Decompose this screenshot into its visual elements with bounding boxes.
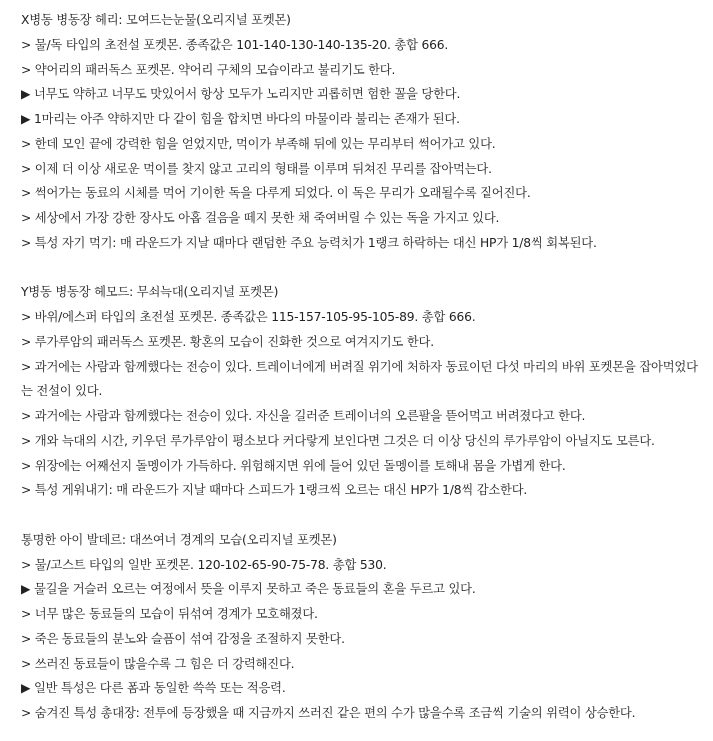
text-line: > 과거에는 사람과 함께했다는 전승이 있다. 트레이너에게 버려질 위기에 처하자 동료이던 다섯 마리의 바위 포켓몬을 잡아먹었다는 전설이 있다.: [21, 359, 698, 399]
text-line: > 물/고스트 타입의 일반 포켓몬. 120-102-65-90-75-78. 총합 530.: [21, 557, 387, 572]
text-line: ▶ 일반 특성은 다른 폼과 동일한 쓱쓱 또는 적응력.: [21, 681, 286, 696]
blank-line: [21, 256, 709, 281]
text-line: ▶ 너무도 약하고 너무도 맛있어서 항상 모두가 노리지만 괴롭히면 험한 꼴을 당한다.: [21, 87, 461, 102]
text-line: > 이제 더 이상 새로운 먹이를 찾지 않고 고리의 형태를 이루며 뒤쳐진 무리를 잡아먹는다.: [21, 161, 492, 176]
text-line: > 물/독 타입의 초전설 포켓몬. 종족값은 101-140-130-140-135-20. 총합 666.: [21, 37, 449, 52]
text-line: > 약어리의 패러독스 포켓몬. 약어리 구체의 모습이라고 불리기도 한다.: [21, 62, 396, 77]
text-line: > 과거에는 사람과 함께했다는 전승이 있다. 자신을 길러준 트레이너의 오른팔을 뜯어먹고 버려졌다고 한다.: [21, 409, 586, 423]
section-title: 통명한 아이 발데르: 대쓰여너 경계의 모습(오리지널 포켓몬): [21, 532, 337, 547]
text-line: > 위장에는 어째선지 돌멩이가 가득하다. 위험해지면 위에 들어 있던 돌멩이를 토해내 몸을 가볍게 한다.: [21, 458, 566, 473]
text-line: > 세상에서 가장 강한 장사도 아홉 걸음을 떼지 못한 채 죽여버릴 수 있는 독을 가지고 있다.: [21, 211, 500, 225]
text-line: ▶ 물길을 거슬러 오르는 여정에서 뜻을 이루지 못하고 죽은 동료들의 혼을 두르고 있다.: [21, 582, 476, 597]
section-title: Y병동 병동장 헤모드: 무쇠늑대(오리지널 포켓몬): [21, 285, 279, 300]
text-line: > 한데 모인 끝에 강력한 힘을 얻었지만, 먹이가 부족해 뒤에 있는 무리부터 썩어가고 있다.: [21, 136, 496, 151]
text-line: > 썩어가는 동료의 시체를 먹어 기이한 독을 다루게 되었다. 이 독은 무리가 오래될수록 짙어진다.: [21, 186, 531, 201]
text-line: > 바위/에스퍼 타입의 초전설 포켓몬. 종족값은 115-157-105-95-105-89. 총합 666.: [21, 310, 476, 324]
text-line: ▶ 1마리는 아주 약하지만 다 같이 힘을 합치면 바다의 마물이라 불리는 존재가 된다.: [21, 112, 460, 126]
text-line: > 너무 많은 동료들의 모습이 뒤섞여 경계가 모호해졌다.: [21, 607, 318, 621]
text-line: > 죽은 동료들의 분노와 슬픔이 섞여 감정을 조절하지 못한다.: [21, 631, 345, 646]
section-y-ward: [21, 280, 709, 503]
section-transparent-child: [21, 528, 709, 726]
text-line: > 특성 자기 먹기: 매 라운드가 지날 때마다 랜덤한 주요 능력치가 1랭크 하락하는 대신 HP가 1/8씩 회복된다.: [21, 235, 597, 250]
section-title: X병동 병동장 헤리: 모여드는눈물(오리지널 포켓몬): [21, 13, 291, 27]
document-body: [21, 8, 709, 726]
text-line: > 개와 늑대의 시간, 키우던 루가루암이 평소보다 커다랗게 보인다면 그것은 더 이상 당신의 루가루암이 아닐지도 모른다.: [21, 433, 655, 448]
blank-line: [21, 503, 709, 528]
text-line: > 루가루암의 패러독스 포켓몬. 황혼의 모습이 진화한 것으로 여겨지기도 한다.: [21, 334, 434, 349]
section-x-ward: [21, 8, 709, 256]
text-line: > 숨겨진 특성 총대장: 전투에 등장했을 때 지금까지 쓰러진 같은 편의 수가 많을수록 조금씩 기술의 위력이 상승한다.: [21, 706, 636, 720]
text-line: > 쓰러진 동료들이 많을수록 그 힘은 더 강력해진다.: [21, 656, 295, 671]
text-line: > 특성 게워내기: 매 라운드가 지날 때마다 스피드가 1랭크씩 오르는 대신 HP가 1/8씩 감소한다.: [21, 483, 528, 498]
